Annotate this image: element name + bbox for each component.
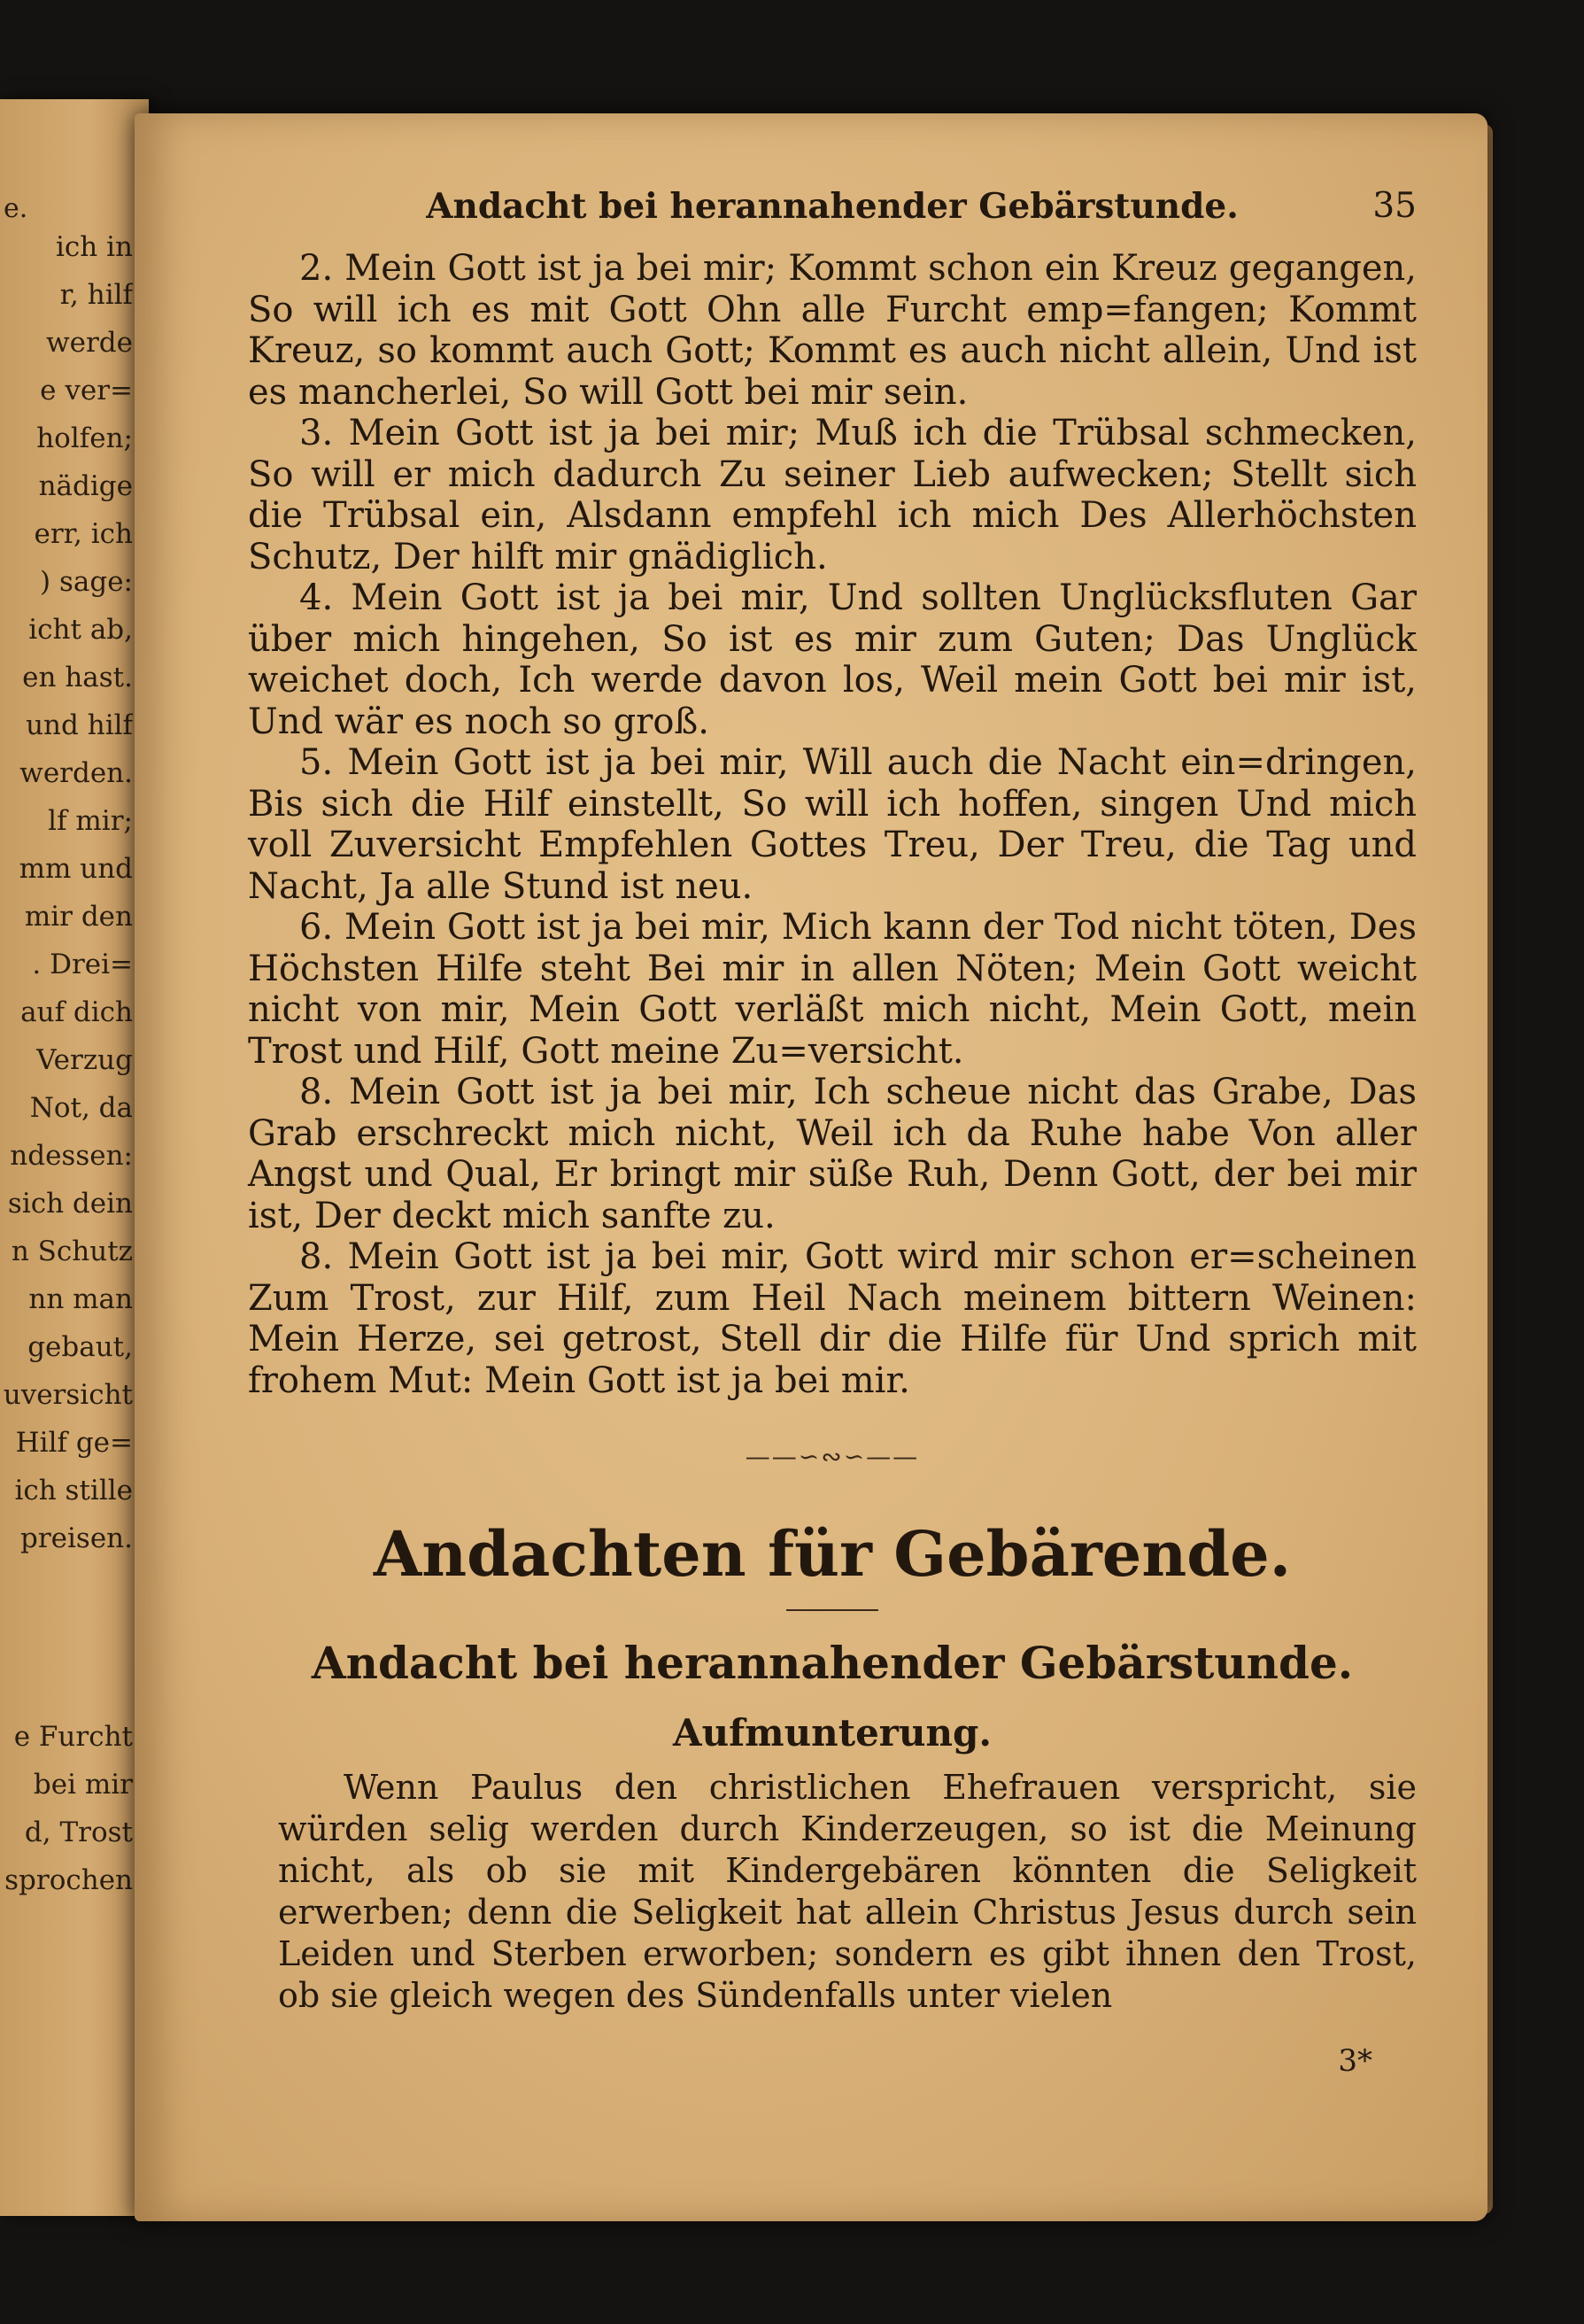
left-line: icht ab, (28, 614, 133, 646)
left-line: err, ich (34, 518, 133, 550)
left-line: ich in (56, 231, 133, 263)
prose-paragraph: Wenn Paulus den christlichen Ehefrauen verspricht, sie würden selig werden durch Kinderzeugen, so ist die Meinung nicht, als ob sie mit Kindergebären könnten die Seligkeit erwerben; denn die Seligkeit hat allein Christus Jesus durch sein Leiden und Sterben erworben; sondern es gibt ihnen den Trost, ob sie gleich wegen des Sündenfalls unter vielen (278, 1768, 1417, 2015)
left-line: Verzug (36, 1044, 133, 1076)
left-facing-page (0, 99, 149, 2216)
left-line: d, Trost (24, 1817, 133, 1848)
book-page (135, 113, 1487, 2221)
ornament-divider: ——∽∾∽—— (745, 1442, 920, 1471)
left-line: sprochen (4, 1864, 133, 1896)
left-line: e Furcht (13, 1721, 133, 1753)
left-line: holfen; (36, 422, 133, 454)
running-header (248, 186, 1417, 248)
main-title: Andachten für Gebärende. (373, 1517, 1292, 1591)
page-content (248, 186, 1417, 2079)
section-title: Aufmunterung. (672, 1711, 992, 1755)
left-line: r, hilf (59, 279, 133, 311)
left-line: werden. (19, 757, 133, 789)
left-line: preisen. (20, 1522, 133, 1554)
left-line: en hast. (22, 662, 133, 693)
left-line: bei mir (33, 1769, 133, 1801)
left-margin-mark: e. (4, 193, 28, 224)
left-page-gap (0, 1562, 133, 1713)
left-line: ndessen: (10, 1140, 133, 1172)
left-line: n Schutz (11, 1236, 133, 1267)
title-rule (786, 1609, 878, 1611)
hymn-verse: 8. Mein Gott ist ja bei mir, Ich scheue nicht das Grabe, Das Grab erschreckt mich nicht, Weil ich da Ruhe habe Von aller Angst und Qual, Er bringt mir süße Ruh, Denn Gott, der bei mir ist, Der deckt mich sanfte zu. (248, 1072, 1417, 1236)
left-line: ich stille (14, 1475, 133, 1507)
hymn-verse: 8. Mein Gott ist ja bei mir, Gott wird mir schon er=scheinen Zum Trost, zur Hilf, zum Heil Nach meinem bittern Weinen: Mein Herze, sei getrost, Stell dir die Hilfe für Und sprich mit frohem Mut: Mein Gott ist ja bei mir. (248, 1236, 1417, 1401)
left-line: sich dein (7, 1188, 133, 1220)
left-line: Not, da (29, 1092, 133, 1124)
signature-mark: 3* (1338, 2043, 1372, 2079)
left-line: e ver= (40, 375, 133, 407)
left-line: ) sage: (40, 566, 133, 598)
hymn-verse: 3. Mein Gott ist ja bei mir; Muß ich die Trübsal schmecken, So will er mich dadurch Zu seiner Lieb aufwecken; Stellt sich die Trübsal ein, Alsdann empfehl ich mich Des Allerhöchsten Schutz, Der hilft mir gnädiglich. (248, 413, 1417, 577)
left-line: nn man (28, 1283, 133, 1315)
sub-title: Andacht bei herannahender Gebärstunde. (311, 1637, 1354, 1689)
left-page-fragments (0, 223, 133, 1904)
left-line: . Drei= (32, 949, 133, 980)
hymn-verse: 4. Mein Gott ist ja bei mir, Und sollten Unglücksfluten Gar über mich hingehen, So ist es mir zum Guten; Das Unglück weichet doch, Ich werde davon los, Weil mein Gott bei mir ist, Und wär es noch so groß. (248, 577, 1417, 742)
hymn-verse: 6. Mein Gott ist ja bei mir, Mich kann der Tod nicht töten, Des Höchsten Hilfe steht Bei mir in allen Nöten; Mein Gott weicht nicht von mir, Mein Gott verläßt mich nicht, Mein Gott, mein Trost und Hilf, Gott meine Zu=versicht. (248, 907, 1417, 1072)
left-line: und hilf (26, 709, 133, 741)
left-line: mir den (24, 901, 133, 933)
hymn-verse: 2. Mein Gott ist ja bei mir; Kommt schon ein Kreuz gegangen, So will ich es mit Gott Ohn alle Furcht emp=fangen; Kommt Kreuz, so kommt auch Gott; Kommt es auch nicht allein, Und ist es mancherlei, So will Gott bei mir sein. (248, 248, 1417, 413)
left-line: lf mir; (48, 805, 133, 837)
left-line: mm und (19, 853, 133, 885)
running-title: Andacht bei herannahender Gebärstunde. (426, 186, 1239, 227)
left-line: uversicht (3, 1379, 133, 1411)
left-line: auf dich (20, 996, 133, 1028)
left-line: nädige (38, 470, 133, 502)
hymn-verse: 5. Mein Gott ist ja bei mir, Will auch die Nacht ein=dringen, Bis sich die Hilf einstellt, So will ich hoffen, singen Und mich voll Zuversicht Empfehlen Gottes Treu, Der Treu, die Tag und Nacht, Ja alle Stund ist neu. (248, 742, 1417, 907)
page-number: 35 (1372, 186, 1417, 226)
left-line: Hilf ge= (15, 1427, 133, 1459)
left-line: gebaut, (27, 1331, 133, 1363)
hymn-text (248, 248, 1417, 1401)
left-line: werde (46, 327, 133, 359)
